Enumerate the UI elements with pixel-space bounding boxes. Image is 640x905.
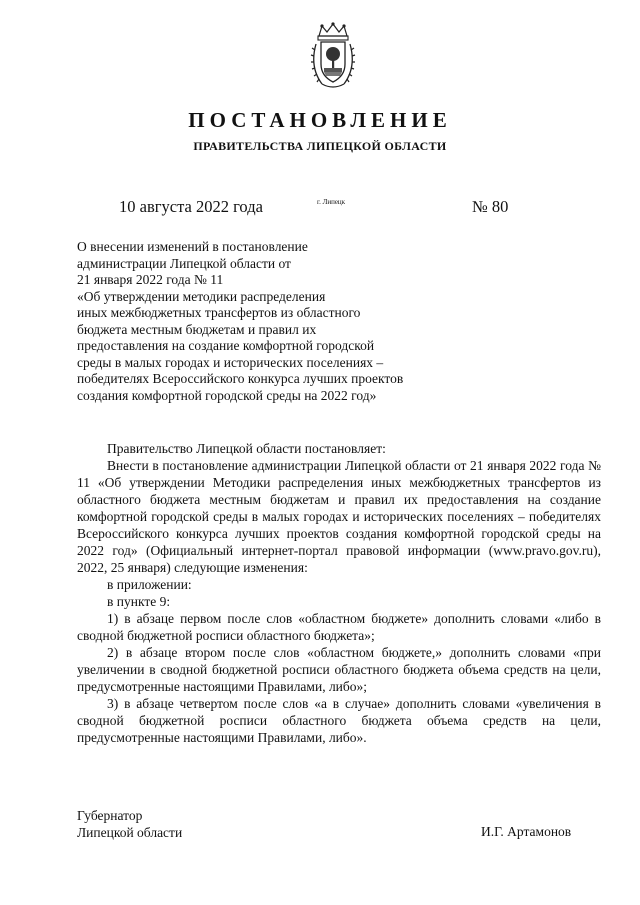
body-item-3: 3) в абзаце четвертом после слов «а в случае» дополнить словами «увеличения в сводной бюджетной росписи областного бюджета объема средств на цели, предусмотренные настоящими Правилами, либо». <box>77 696 601 745</box>
subject-line: среды в малых городах и исторических поселениях – <box>77 354 384 370</box>
subject-line: администрации Липецкой области от <box>77 255 291 271</box>
body-item-2: 2) в абзаце втором после слов «областном бюджете,» дополнить словами «при увеличении в сводной бюджетной росписи областного бюджета объема средств на цели, предусмотренные настоящими Правилами, либо»; <box>77 645 601 694</box>
document-date: 10 августа 2022 года <box>119 197 263 216</box>
subject-line: иных межбюджетных трансфертов из областного <box>77 305 361 320</box>
subject-line: «Об утверждении методики распределения <box>77 288 326 304</box>
subject-line: победителях Всероссийского конкурса лучших проектов <box>77 371 404 386</box>
body-item-1: 1) в абзаце первом после слов «областном бюджете» дополнить словами «либо в сводной бюджетной росписи областного бюджета»; <box>77 611 601 643</box>
subject-line: 21 января 2022 года № 11 <box>77 272 224 287</box>
body-paragraph-appendix: в приложении: <box>107 577 192 592</box>
position-line: Липецкой области <box>77 825 183 840</box>
coat-of-arms-icon <box>310 22 356 92</box>
issuing-authority: ПРАВИТЕЛЬСТВА ЛИПЕЦКОЙ ОБЛАСТИ <box>193 139 447 153</box>
subject-line: предоставления на создание комфортной городской <box>77 338 375 353</box>
document-number: № 80 <box>472 197 509 216</box>
document-city: г. Липецк <box>317 198 346 206</box>
body-paragraph-main: Внести в постановление администрации Липецкой области от 21 января 2022 года № 11 «Об утверждении Методики распределения иных межбюджетных трансфертов из областного бюджета местным бюджетам и правил их предоставления на создание комфортной городской среды в малых городах и исторических поселениях – победителях Всероссийского конкурса лучших проектов создания комфортной городской среды на 2022 год» (Официальный интернет-портал правовой информации (www.pravo.gov.ru), 2022, 25 января) следующие изменения: <box>77 458 601 575</box>
subject-line: бюджета местным бюджетам и правил их <box>77 321 317 337</box>
document-subject <box>77 239 457 404</box>
subject-line: создания комфортной городской среды на 2022 год» <box>77 387 377 403</box>
body-paragraph-clause: в пункте 9: <box>107 594 171 609</box>
document-body <box>77 440 601 746</box>
signatory-position <box>77 807 182 841</box>
subject-line: О внесении изменений в постановление <box>77 239 308 254</box>
position-line: Губернатор <box>77 808 143 823</box>
document-title: ПОСТАНОВЛЕНИЕ <box>188 108 452 132</box>
body-paragraph-preamble: Правительство Липецкой области постановляет: <box>107 441 386 456</box>
signatory-name: И.Г. Артамонов <box>481 824 572 839</box>
